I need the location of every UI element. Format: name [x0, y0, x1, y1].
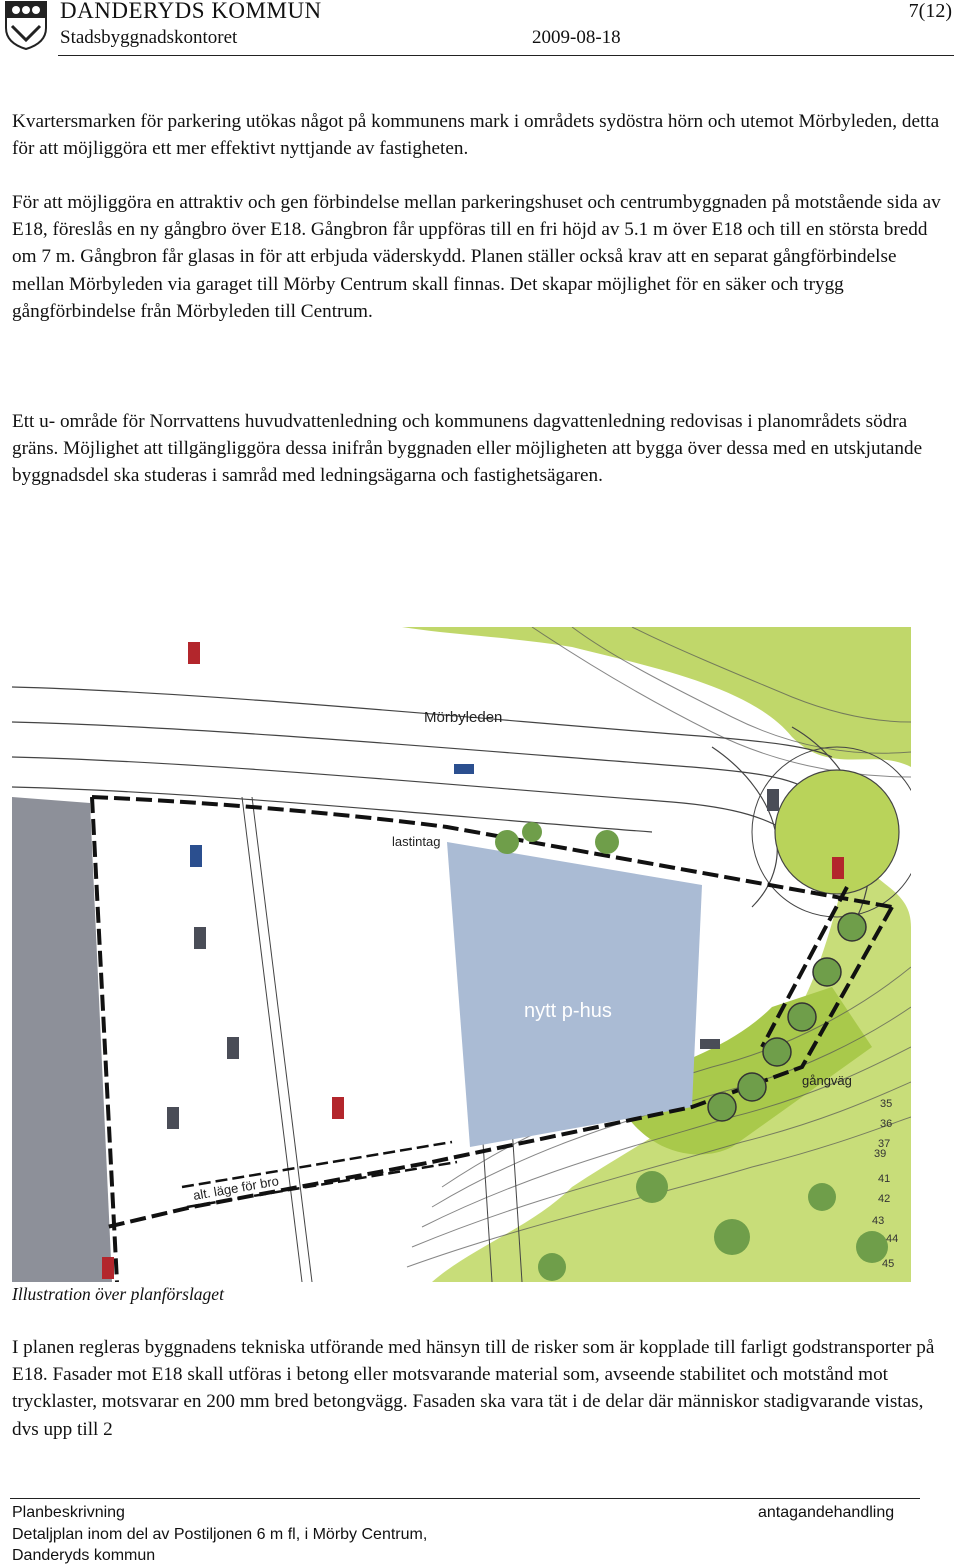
- contour-label: 44: [886, 1233, 899, 1245]
- contour-label: 43: [872, 1215, 885, 1227]
- bridge-label: alt. läge för bro: [191, 1173, 280, 1203]
- figure-caption: Illustration över planförslaget: [12, 1284, 224, 1304]
- contour-label: 39: [874, 1148, 887, 1160]
- footer-divider: [10, 1498, 920, 1499]
- contour-label: 37: [878, 1138, 891, 1150]
- municipal-coat-of-arms-icon: [4, 0, 48, 50]
- contour-label: 36: [880, 1118, 893, 1130]
- paragraph-utility-area: Ett u- område för Norrvattens huvudvattenledning och kommunens dagvattenledning redovisas i planområdets södra gräns. Möjlighet att tillgängliggöra dessa inifrån byggnaden eller möjligheten att bygga över dessa med en utskjutande byggnadsdel ska studeras i samråd med ledningsägarna och fastighetsägaren.: [12, 411, 923, 487]
- organization-name: DANDERYDS KOMMUN: [60, 0, 322, 23]
- road-label: Mörbyleden: [424, 709, 503, 726]
- paragraph-technical-requirements: I planen regleras byggnadens tekniska utförande med hänsyn till de risker som är kopplade till farligt godstransporter på E18. Fasader mot E18 skall utföras i betong eller motsvarande material som, avseende stabilitet och motstånd mot trycklaster, motsvarar en 200 mm bred betongvägg. Fasaden ska vara tät i de delar där människor stadigvarande vistas, dvs upp till 2: [12, 1337, 935, 1440]
- paragraph-parking-extension: Kvartersmarken för parkering utökas något på kommunens mark i områdets sydöstra hörn och utemot Mörbyleden, detta för att möjliggöra ett mer effektivt nyttjande av fastigheten.: [12, 111, 940, 160]
- department-name: Stadsbyggnadskontoret: [60, 27, 238, 48]
- paragraph-footbridge: För att möjliggöra en attraktiv och gen förbindelse mellan parkeringshuset och centrumbyggnaden på motstående sida av E18, föreslås en ny gångbro över E18. Gångbron får uppföras till en fri höjd av 5.1 m över E18 och till en största bredd om 7 m. Gångbron får glasas in för att erbjuda väderskydd. Planen ställer också krav att en separat gångförbindelse mellan Mörbyleden via garaget till Mörby Centrum skall finnas. Det skapar möjlighet för en säker och trygg gångförbindelse från Mörbyleden till Centrum.: [12, 192, 941, 322]
- header-divider: [58, 55, 954, 56]
- vegetation-area: [402, 627, 911, 767]
- contour-label: 41: [878, 1173, 891, 1185]
- contour-label: 45: [882, 1258, 895, 1270]
- footer-doc-type: Planbeskrivning: [12, 1504, 125, 1521]
- parking-building: [447, 842, 702, 1147]
- building-label: nytt p-hus: [524, 1000, 612, 1022]
- contour-label: 42: [878, 1193, 891, 1205]
- document-date: 2009-08-18: [532, 27, 621, 48]
- loading-label: lastintag: [392, 834, 441, 849]
- footer-municipality: Danderyds kommun: [12, 1547, 156, 1564]
- plan-illustration-map: [12, 627, 911, 1282]
- page-number: 7(12): [908, 0, 952, 22]
- contour-label: 35: [880, 1098, 893, 1110]
- footer-status: antagandehandling: [758, 1504, 895, 1521]
- walkway-label: gångväg: [802, 1073, 852, 1088]
- footer-plan-name: Detaljplan inom del av Postiljonen 6 m fl, i Mörby Centrum,: [12, 1526, 428, 1543]
